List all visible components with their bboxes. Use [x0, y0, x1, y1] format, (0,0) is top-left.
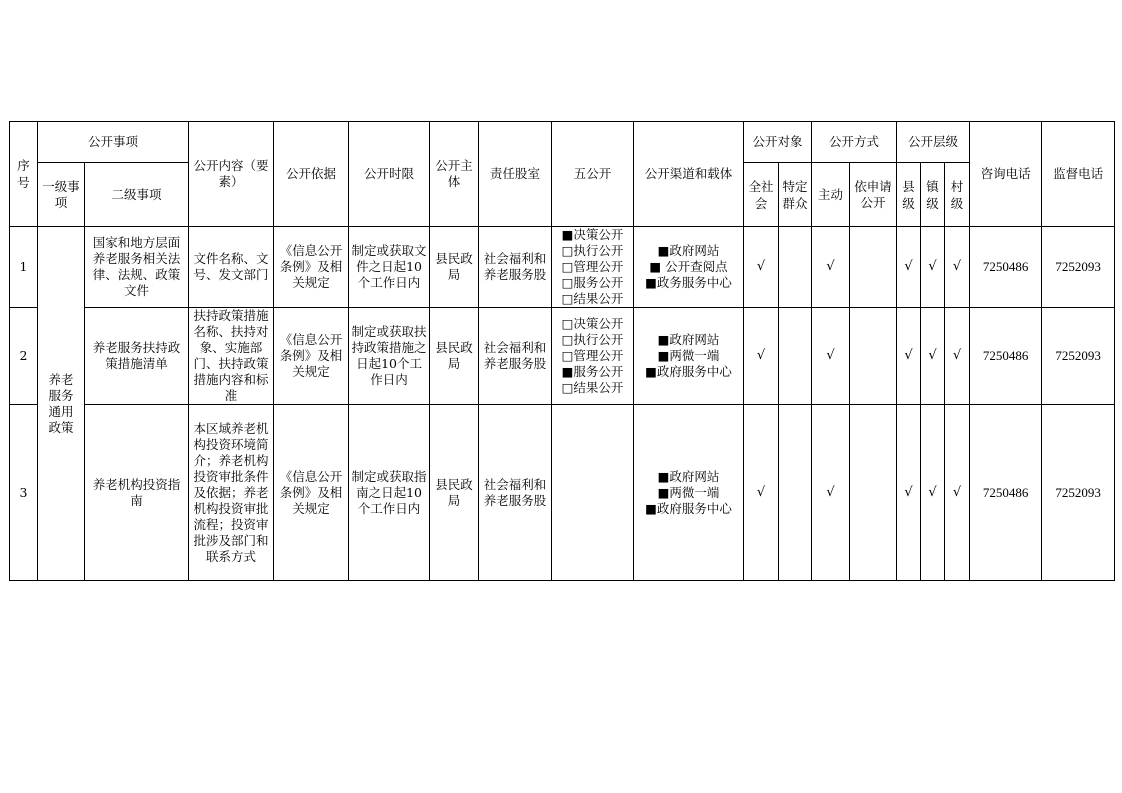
- supervise-phone-cell: 7252093: [1042, 227, 1115, 308]
- channel-item: ■两微一端: [657, 348, 720, 363]
- level-town-check: √: [921, 405, 945, 581]
- channel-item: ■两微一端: [657, 484, 720, 500]
- content-cell: 本区域养老机构投资环境简介；养老机构投资审批条件及依据；养老机构投资审批流程；投资审批涉及部门和联系方式: [189, 405, 274, 581]
- header-level-village: 村级: [945, 163, 970, 227]
- header-time-limit: 公开时限: [349, 122, 430, 227]
- header-target-all: 全社会: [744, 163, 779, 227]
- header-consult-phone: 咨询电话: [970, 122, 1042, 227]
- channel-cell: [634, 405, 744, 581]
- basis-cell: 《信息公开条例》及相关规定: [274, 308, 349, 405]
- level-village-check: √: [945, 405, 970, 581]
- five-public-option: ■服务公开: [561, 364, 624, 379]
- target-specific-check: [779, 405, 812, 581]
- header-method-apply: 依申请公开: [850, 163, 897, 227]
- seq-cell: 1: [10, 227, 38, 308]
- five-public-option: □结果公开: [561, 291, 624, 306]
- subject-cell: 县民政局: [430, 308, 479, 405]
- consult-phone-cell: 7250486: [970, 308, 1042, 405]
- office-cell: 社会福利和养老服务股: [479, 308, 552, 405]
- method-apply-check: [850, 308, 897, 405]
- header-level-group: 公开层级: [897, 122, 970, 163]
- basis-cell: 《信息公开条例》及相关规定: [274, 227, 349, 308]
- five-public-option: ■决策公开: [561, 227, 624, 242]
- channel-item: ■政府网站: [657, 332, 720, 347]
- five-public-option: □执行公开: [561, 243, 624, 258]
- channel-item: ■政府服务中心: [645, 500, 732, 516]
- channel-item: ■政府网站: [657, 468, 720, 484]
- level-town-check: √: [921, 308, 945, 405]
- header-method-active: 主动: [812, 163, 850, 227]
- level2-cell: 国家和地方层面养老服务相关法律、法规、政策文件: [85, 227, 189, 308]
- time-limit-cell: 制定或获取扶持政策措施之日起10个工作日内: [349, 308, 430, 405]
- header-channel: 公开渠道和载体: [634, 122, 744, 227]
- supervise-phone-cell: 7252093: [1042, 405, 1115, 581]
- level-village-check: √: [945, 227, 970, 308]
- seq-cell: 2: [10, 308, 38, 405]
- level2-cell: 养老服务扶持政策措施清单: [85, 308, 189, 405]
- header-seq: 序号: [10, 122, 38, 227]
- header-five-public: 五公开: [552, 122, 634, 227]
- method-active-check: √: [812, 308, 850, 405]
- basis-cell: 《信息公开条例》及相关规定: [274, 405, 349, 581]
- method-apply-check: [850, 405, 897, 581]
- header-method-group: 公开方式: [812, 122, 897, 163]
- subject-cell: 县民政局: [430, 227, 479, 308]
- level-county-check: √: [897, 308, 921, 405]
- consult-phone-cell: 7250486: [970, 227, 1042, 308]
- five-public-option: □管理公开: [561, 259, 624, 274]
- header-level-county: 县级: [897, 163, 921, 227]
- time-limit-cell: 制定或获取指南之日起10个工作日内: [349, 405, 430, 581]
- level2-cell: 养老机构投资指南: [85, 405, 189, 581]
- five-public-option: □结果公开: [561, 380, 624, 395]
- content-cell: 扶持政策措施名称、扶持对象、实施部门、扶持政策措施内容和标准: [189, 308, 274, 405]
- method-apply-check: [850, 227, 897, 308]
- header-subject: 公开主体: [430, 122, 479, 227]
- method-active-check: √: [812, 227, 850, 308]
- header-office: 责任股室: [479, 122, 552, 227]
- five-public-cell: [552, 405, 634, 581]
- header-items-group: 公开事项: [38, 122, 189, 163]
- five-public-option: □决策公开: [561, 316, 624, 331]
- table-row: [10, 405, 1115, 581]
- level-county-check: √: [897, 227, 921, 308]
- channel-item: ■政府服务中心: [645, 364, 732, 379]
- table-row: [10, 308, 1115, 405]
- time-limit-cell: 制定或获取文件之日起10个工作日内: [349, 227, 430, 308]
- office-cell: 社会福利和养老服务股: [479, 227, 552, 308]
- target-specific-check: [779, 308, 812, 405]
- header-level2: 二级事项: [85, 163, 189, 227]
- header-basis: 公开依据: [274, 122, 349, 227]
- five-public-cell: [552, 308, 634, 405]
- disclosure-table: [9, 121, 1115, 581]
- header-content: 公开内容（要素）: [189, 122, 274, 227]
- content-cell: 文件名称、文号、发文部门: [189, 227, 274, 308]
- seq-cell: 3: [10, 405, 38, 581]
- channel-cell: [634, 227, 744, 308]
- method-active-check: √: [812, 405, 850, 581]
- consult-phone-cell: 7250486: [970, 405, 1042, 581]
- level-county-check: √: [897, 405, 921, 581]
- table-row: [10, 227, 1115, 308]
- header-level-town: 镇级: [921, 163, 945, 227]
- target-all-check: √: [744, 405, 779, 581]
- target-all-check: √: [744, 308, 779, 405]
- target-specific-check: [779, 227, 812, 308]
- office-cell: 社会福利和养老服务股: [479, 405, 552, 581]
- level1-item: 养老服务通用政策: [38, 227, 85, 581]
- header-level1: 一级事项: [38, 163, 85, 227]
- target-all-check: √: [744, 227, 779, 308]
- header-target-specific: 特定群众: [779, 163, 812, 227]
- channel-item: ■政务服务中心: [645, 275, 732, 290]
- five-public-cell: [552, 227, 634, 308]
- channel-item: ■政府网站: [657, 243, 720, 258]
- header-supervise-phone: 监督电话: [1042, 122, 1115, 227]
- five-public-option: □服务公开: [561, 275, 624, 290]
- header-target-group: 公开对象: [744, 122, 812, 163]
- supervise-phone-cell: 7252093: [1042, 308, 1115, 405]
- level-village-check: √: [945, 308, 970, 405]
- channel-cell: [634, 308, 744, 405]
- subject-cell: 县民政局: [430, 405, 479, 581]
- level-town-check: √: [921, 227, 945, 308]
- channel-item: ■ 公开查阅点: [649, 259, 728, 274]
- five-public-option: □管理公开: [561, 348, 624, 363]
- five-public-option: □执行公开: [561, 332, 624, 347]
